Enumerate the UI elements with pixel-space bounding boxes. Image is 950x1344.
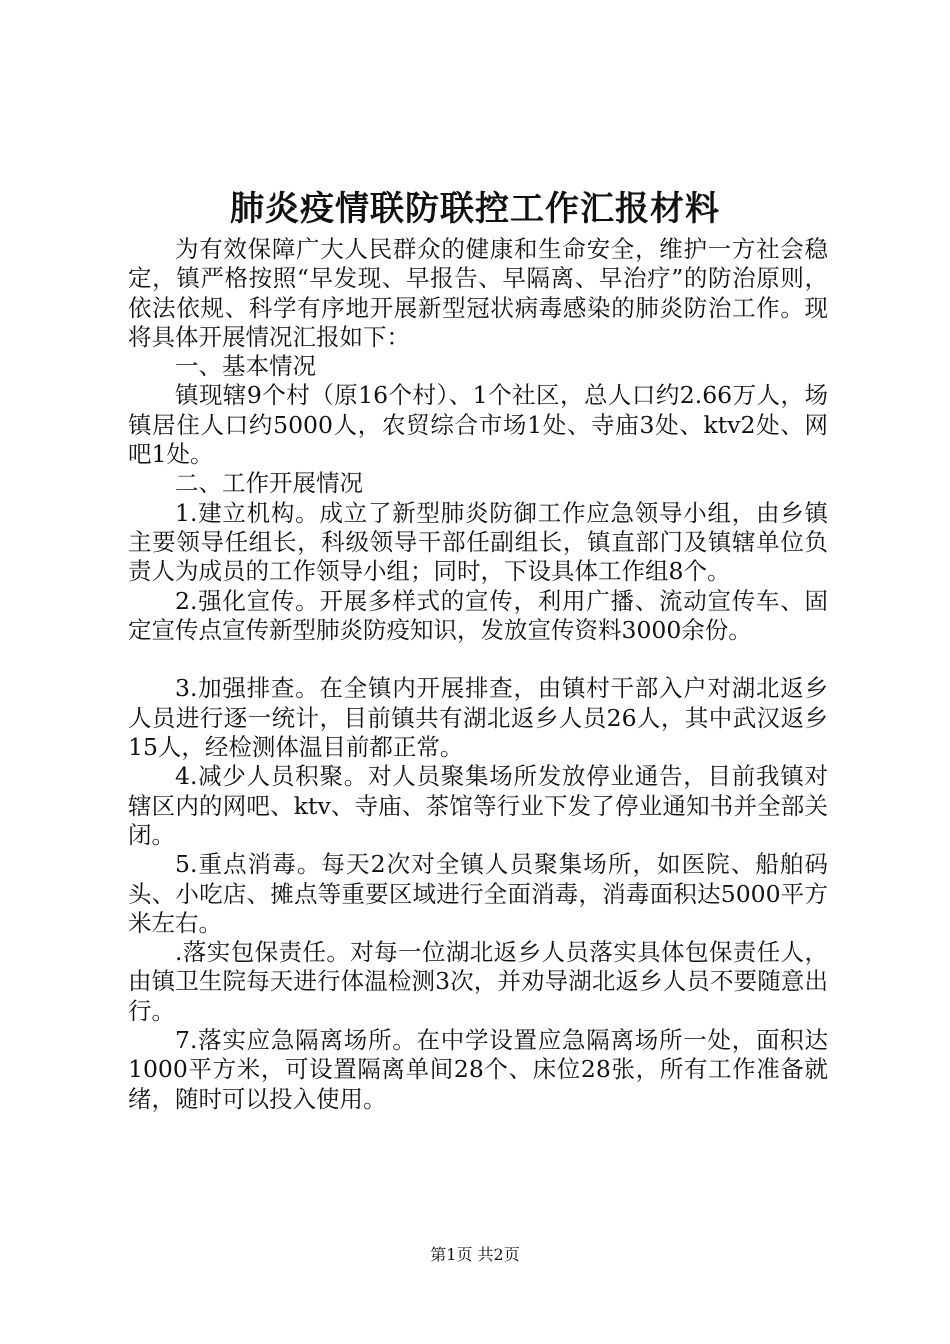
page-number-footer: 第1页 共2页: [430, 1245, 520, 1264]
section-heading-basic: 一、基本情况: [175, 352, 316, 381]
section-heading-work: 二、工作开展情况: [175, 469, 363, 498]
work-item-paragraph: 3.加强排查。在全镇内开展排查，由镇村干部入户对湖北返乡人员进行逐一统计，目前镇共有湖北返乡人员26人，其中武汉返乡15人，经检测体温目前都正常。: [128, 674, 828, 762]
document-title: 肺炎疫情联防联控工作汇报材料: [230, 189, 720, 229]
work-item-paragraph: 4.减少人员积聚。对人员聚集场所发放停业通告，目前我镇对辖区内的网吧、ktv、寺庙、茶馆等行业下发了停业通知书并全部关闭。: [128, 762, 828, 849]
document-body: [128, 235, 828, 1114]
work-item-paragraph: 5.重点消毒。每天2次对全镇人员聚集场所，如医院、船舶码头、小吃店、摊点等重要区域进行全面消毒，消毒面积达5000平方米左右。: [128, 850, 828, 937]
work-item-paragraph: 2.强化宣传。开展多样式的宣传，利用广播、流动宣传车、固定宣传点宣传新型肺炎防疫知识，发放宣传资料3000余份。: [128, 586, 828, 644]
intro-paragraph: 为有效保障广大人民群众的健康和生命安全，维护一方社会稳定，镇严格按照“早发现、早报告、早隔离、早治疗”的防治原则，依法依规、科学有序地开展新型冠状病毒感染的肺炎防治工作。现将具体开展情况汇报如下：: [128, 235, 828, 351]
work-item-paragraph: 7.落实应急隔离场所。在中学设置应急隔离场所一处，面积达1000平方米，可设置隔离单间28个、床位28张，所有工作准备就绪，随时可以投入使用。: [128, 1026, 828, 1113]
basic-info-paragraph: 镇现辖9个村（原16个村）、1个社区，总人口约2.66万人，场镇居住人口约5000人，农贸综合市场1处、寺庙3处、ktv2处、网吧1处。: [128, 381, 828, 469]
work-item-paragraph: .落实包保责任。对每一位湖北返乡人员落实具体包保责任人，由镇卫生院每天进行体温检测3次，并劝导湖北返乡人员不要随意出行。: [128, 938, 828, 1025]
work-item-paragraph: 1.建立机构。成立了新型肺炎防御工作应急领导小组，由乡镇主要领导任组长，科级领导干部任副组长，镇直部门及镇辖单位负责人为成员的工作领导小组；同时，下设具体工作组8个。: [128, 498, 828, 586]
